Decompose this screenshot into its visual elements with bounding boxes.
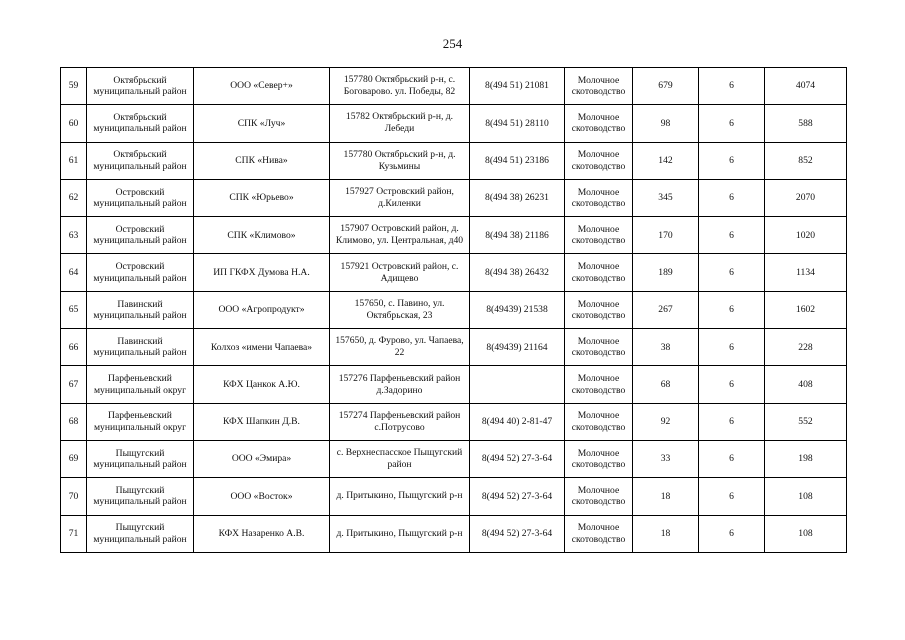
activity-cell: Молочное скотоводство	[565, 515, 633, 552]
page-number: 254	[442, 36, 463, 51]
phone-cell	[470, 366, 565, 403]
activity-cell: Молочное скотоводство	[565, 217, 633, 254]
address-cell: д. Притыкино, Пыщугский р-н	[330, 478, 470, 515]
phone-cell: 8(494 52) 27-3-64	[470, 478, 565, 515]
activity-cell: Молочное скотоводство	[565, 403, 633, 440]
organization-cell: ООО «Восток»	[194, 478, 330, 515]
value-3-cell: 2070	[765, 179, 847, 216]
value-1-cell: 345	[633, 179, 699, 216]
address-cell: 157780 Октябрьский р-н, с. Боговарово. ул. Победы, 82	[330, 68, 470, 105]
row-number-cell: 69	[61, 440, 87, 477]
address-cell: 157274 Парфеньевский район с.Потрусово	[330, 403, 470, 440]
table-row	[61, 254, 847, 291]
activity-cell: Молочное скотоводство	[565, 329, 633, 366]
value-1-cell: 18	[633, 515, 699, 552]
activity-cell: Молочное скотоводство	[565, 291, 633, 328]
table-row	[61, 329, 847, 366]
value-1-cell: 68	[633, 366, 699, 403]
value-3-cell: 108	[765, 478, 847, 515]
address-cell: 157650, с. Павино, ул. Октябрьская, 23	[330, 291, 470, 328]
table-row	[61, 217, 847, 254]
table-row	[61, 291, 847, 328]
district-cell: Островский муниципальный район	[87, 217, 194, 254]
row-number-cell: 62	[61, 179, 87, 216]
district-cell: Октябрьский муниципальный район	[87, 68, 194, 105]
row-number-cell: 67	[61, 366, 87, 403]
address-cell: с. Верхнеспасское Пыщугский район	[330, 440, 470, 477]
organization-cell: СПК «Нива»	[194, 142, 330, 179]
table-row	[61, 440, 847, 477]
value-2-cell: 6	[699, 329, 765, 366]
value-1-cell: 92	[633, 403, 699, 440]
value-2-cell: 6	[699, 254, 765, 291]
row-number-cell: 59	[61, 68, 87, 105]
value-1-cell: 33	[633, 440, 699, 477]
row-number-cell: 60	[61, 105, 87, 142]
value-2-cell: 6	[699, 515, 765, 552]
phone-cell: 8(494 40) 2-81-47	[470, 403, 565, 440]
address-cell: 157921 Островский район, с. Адищево	[330, 254, 470, 291]
organization-cell: СПК «Юрьево»	[194, 179, 330, 216]
address-cell: д. Притыкино, Пыщугский р-н	[330, 515, 470, 552]
organization-cell: ООО «Север+»	[194, 68, 330, 105]
value-2-cell: 6	[699, 142, 765, 179]
district-cell: Островский муниципальный район	[87, 179, 194, 216]
value-2-cell: 6	[699, 366, 765, 403]
activity-cell: Молочное скотоводство	[565, 478, 633, 515]
value-1-cell: 170	[633, 217, 699, 254]
value-1-cell: 38	[633, 329, 699, 366]
table-body	[61, 68, 847, 553]
district-cell: Пыщугский муниципальный район	[87, 478, 194, 515]
phone-cell: 8(494 51) 28110	[470, 105, 565, 142]
district-cell: Островский муниципальный район	[87, 254, 194, 291]
activity-cell: Молочное скотоводство	[565, 179, 633, 216]
district-cell: Октябрьский муниципальный район	[87, 105, 194, 142]
organization-cell: КФХ Цанкок А.Ю.	[194, 366, 330, 403]
table-row	[61, 478, 847, 515]
value-1-cell: 679	[633, 68, 699, 105]
value-2-cell: 6	[699, 403, 765, 440]
phone-cell: 8(494 38) 21186	[470, 217, 565, 254]
district-cell: Парфеньевский муниципальный округ	[87, 403, 194, 440]
value-3-cell: 588	[765, 105, 847, 142]
enterprise-table	[60, 67, 847, 553]
value-3-cell: 408	[765, 366, 847, 403]
value-3-cell: 1134	[765, 254, 847, 291]
table-row	[61, 179, 847, 216]
organization-cell: Колхоз «имени Чапаева»	[194, 329, 330, 366]
phone-cell: 8(49439) 21164	[470, 329, 565, 366]
value-3-cell: 4074	[765, 68, 847, 105]
value-3-cell: 552	[765, 403, 847, 440]
activity-cell: Молочное скотоводство	[565, 254, 633, 291]
phone-cell: 8(494 38) 26231	[470, 179, 565, 216]
value-3-cell: 108	[765, 515, 847, 552]
value-2-cell: 6	[699, 105, 765, 142]
phone-cell: 8(494 51) 21081	[470, 68, 565, 105]
organization-cell: ООО «Агропродукт»	[194, 291, 330, 328]
activity-cell: Молочное скотоводство	[565, 142, 633, 179]
row-number-cell: 64	[61, 254, 87, 291]
value-2-cell: 6	[699, 68, 765, 105]
table-row	[61, 515, 847, 552]
organization-cell: ИП ГКФХ Думова Н.А.	[194, 254, 330, 291]
organization-cell: КФХ Назаренко А.В.	[194, 515, 330, 552]
row-number-cell: 61	[61, 142, 87, 179]
row-number-cell: 63	[61, 217, 87, 254]
value-3-cell: 1602	[765, 291, 847, 328]
value-1-cell: 18	[633, 478, 699, 515]
row-number-cell: 70	[61, 478, 87, 515]
value-2-cell: 6	[699, 478, 765, 515]
value-1-cell: 267	[633, 291, 699, 328]
organization-cell: ООО «Эмира»	[194, 440, 330, 477]
row-number-cell: 66	[61, 329, 87, 366]
row-number-cell: 68	[61, 403, 87, 440]
organization-cell: КФХ Шапкин Д.В.	[194, 403, 330, 440]
value-1-cell: 142	[633, 142, 699, 179]
activity-cell: Молочное скотоводство	[565, 105, 633, 142]
address-cell: 157276 Парфеньевский район д.Задорино	[330, 366, 470, 403]
activity-cell: Молочное скотоводство	[565, 68, 633, 105]
phone-cell: 8(494 52) 27-3-64	[470, 440, 565, 477]
address-cell: 15782 Октябрьский р-н, д. Лебеди	[330, 105, 470, 142]
row-number-cell: 65	[61, 291, 87, 328]
activity-cell: Молочное скотоводство	[565, 440, 633, 477]
phone-cell: 8(494 51) 23186	[470, 142, 565, 179]
district-cell: Пыщугский муниципальный район	[87, 515, 194, 552]
activity-cell: Молочное скотоводство	[565, 366, 633, 403]
organization-cell: СПК «Луч»	[194, 105, 330, 142]
table-row	[61, 403, 847, 440]
value-2-cell: 6	[699, 440, 765, 477]
table-row	[61, 142, 847, 179]
address-cell: 157927 Островский район, д.Киленки	[330, 179, 470, 216]
address-cell: 157650, д. Фурово, ул. Чапаева, 22	[330, 329, 470, 366]
value-2-cell: 6	[699, 291, 765, 328]
phone-cell: 8(49439) 21538	[470, 291, 565, 328]
district-cell: Парфеньевский муниципальный округ	[87, 366, 194, 403]
value-3-cell: 198	[765, 440, 847, 477]
phone-cell: 8(494 52) 27-3-64	[470, 515, 565, 552]
district-cell: Октябрьский муниципальный район	[87, 142, 194, 179]
value-1-cell: 98	[633, 105, 699, 142]
address-cell: 157780 Октябрьский р-н, д. Кузьмины	[330, 142, 470, 179]
phone-cell: 8(494 38) 26432	[470, 254, 565, 291]
district-cell: Пыщугский муниципальный район	[87, 440, 194, 477]
district-cell: Павинский муниципальный район	[87, 329, 194, 366]
value-3-cell: 228	[765, 329, 847, 366]
table-row	[61, 68, 847, 105]
value-3-cell: 1020	[765, 217, 847, 254]
address-cell: 157907 Островский район, д. Климово, ул. Центральная, д40	[330, 217, 470, 254]
row-number-cell: 71	[61, 515, 87, 552]
value-2-cell: 6	[699, 217, 765, 254]
table-row	[61, 366, 847, 403]
value-1-cell: 189	[633, 254, 699, 291]
value-3-cell: 852	[765, 142, 847, 179]
value-2-cell: 6	[699, 179, 765, 216]
district-cell: Павинский муниципальный район	[87, 291, 194, 328]
table-row	[61, 105, 847, 142]
organization-cell: СПК «Климово»	[194, 217, 330, 254]
